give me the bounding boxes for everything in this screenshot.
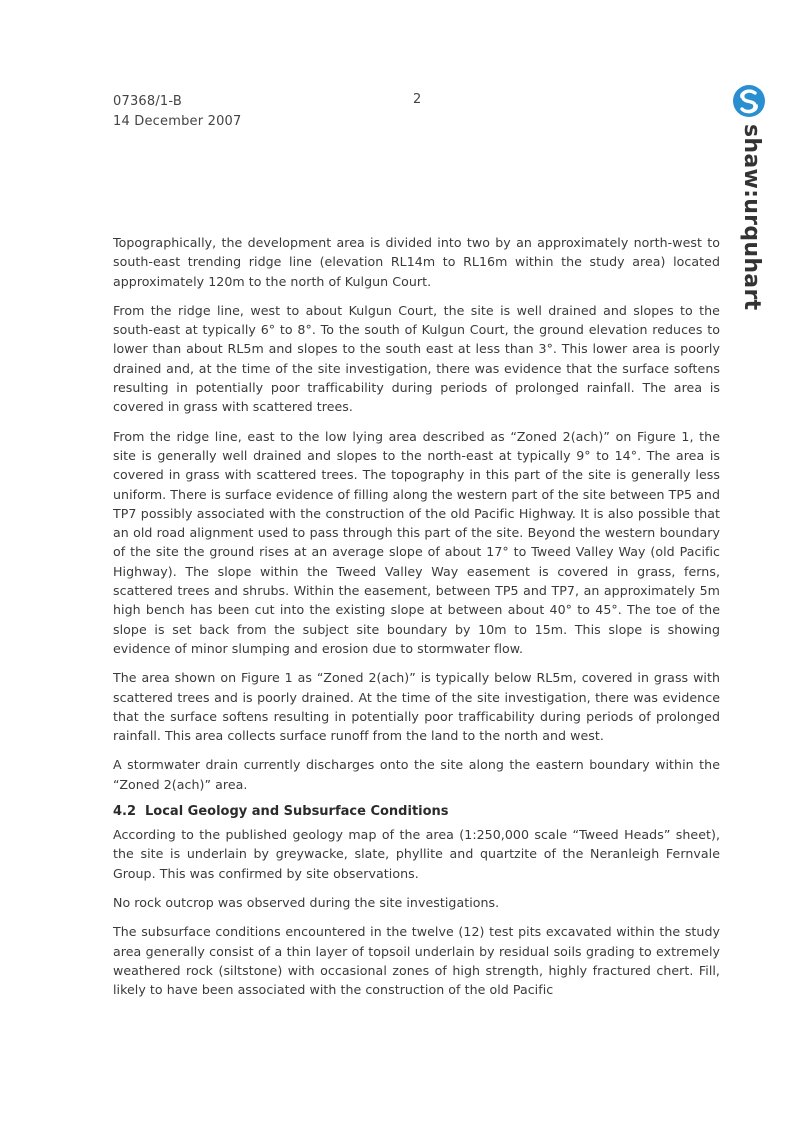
document-header (113, 92, 242, 132)
paragraph: No rock outcrop was observed during the site investigations. (113, 894, 500, 910)
page-number: 2 (413, 92, 422, 107)
section-number: 4.2 (113, 804, 137, 820)
company-logo-text: shaw:urquhart (739, 124, 764, 311)
paragraph: The area shown on Figure 1 as “Zoned 2(ach)” is typically below RL5m, covered in grass with scattered trees and is poorly drained. At the time of the site investigation, there was evidence that the surface softens resulting in potentially poor trafficability during periods of prolonged rainfall. This area collects surface runoff from the land to the north and west. (113, 670, 720, 744)
paragraph: According to the published geology map of the area (1:250,000 scale “Tweed Heads” sheet), the site is underlain by greywacke, slate, phyllite and quartzite of the Neranleigh Fernvale Group. This was confirmed by site observations. (113, 827, 720, 881)
paragraph: A stormwater drain currently discharges onto the site along the eastern boundary within the “Zoned 2(ach)” area. (113, 757, 720, 792)
shaw-urquhart-swirl-logo-icon (732, 84, 766, 118)
paragraph: From the ridge line, west to about Kulgun Court, the site is well drained and slopes to the south-east at typically 6° to 8°. To the south of Kulgun Court, the ground elevation reduces to lower than about RL5m and slopes to the south east at less than 3°. This lower area is poorly drained and, at the time of the site investigation, there was evidence that the surface softens resulting in potentially poor trafficability during periods of prolonged rainfall. The area is covered in grass with scattered trees. (113, 302, 720, 415)
company-logo (724, 84, 774, 314)
paragraph: Topographically, the development area is divided into two by an approximately north-west to south-east trending ridge line (elevation RL14m to RL16m within the study area) located approximately 120m to the north of Kulgun Court. (113, 235, 720, 289)
paragraph: The subsurface conditions encountered in the twelve (12) test pits excavated within the study area generally consist of a thin layer of topsoil underlain by residual soils grading to extremely weathered rock (siltstone) with occasional zones of high strength, highly fractured chert. Fill, likely to have been associated with the construction of the old Pacific (113, 924, 720, 998)
document-reference: 07368/1-B (113, 94, 182, 109)
section-title: Local Geology and Subsurface Conditions (145, 804, 449, 820)
document-date: 14 December 2007 (113, 114, 242, 129)
paragraph: From the ridge line, east to the low lying area described as “Zoned 2(ach)” on Figure 1, the site is generally well drained and slopes to the north-east at typically 9° to 14°. The area is covered in grass with scattered trees. The topography in this part of the site is generally less uniform. There is surface evidence of filling along the western part of the site between TP5 and TP7 possibly associated with the construction of the old Pacific Highway. It is also possible that an old road alignment used to pass through this part of the site. Beyond the western boundary of the site the ground rises at an average slope of about 17° to Tweed Valley Way (old Pacific Highway). The slope within the Tweed Valley Way easement is covered in grass, ferns, scattered trees and shrubs. Within the easement, between TP5 and TP7, an approximately 5m high bench has been cut into the existing slope at between about 40° to 45°. The toe of the slope is set back from the subject site boundary by 10m to 15m. This slope is showing evidence of minor slumping and erosion due to stormwater flow. (113, 428, 720, 656)
document-body (113, 233, 720, 1009)
section-heading (113, 804, 720, 819)
